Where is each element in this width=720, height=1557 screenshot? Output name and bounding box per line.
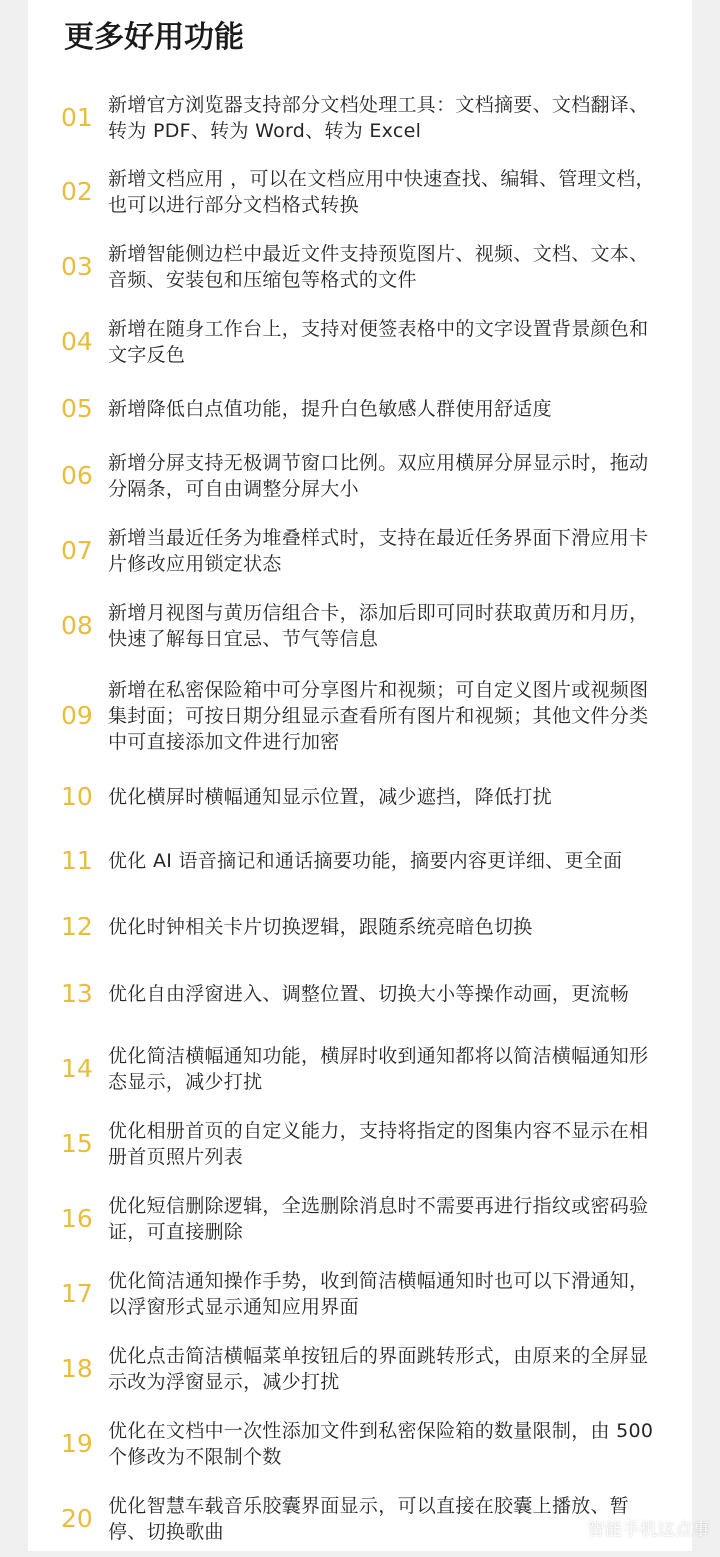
feature-item xyxy=(0,379,720,439)
feature-text: 新增降低白点值功能，提升白色敏感人群使用舒适度 xyxy=(108,396,656,422)
feature-number: 19 xyxy=(61,1429,93,1459)
feature-item xyxy=(0,957,720,1031)
feature-number: 18 xyxy=(61,1354,93,1384)
feature-item xyxy=(0,1331,720,1406)
feature-item xyxy=(0,825,720,897)
feature-text: 优化 AI 语音摘记和通话摘要功能，摘要内容更详细、更全面 xyxy=(108,848,656,874)
feature-text: 优化智慧车载音乐胶囊界面显示，可以直接在胶囊上播放、暂停、切换歌曲 xyxy=(108,1493,656,1545)
feature-number: 17 xyxy=(61,1279,93,1309)
feature-item xyxy=(0,229,720,304)
feature-item xyxy=(0,304,720,379)
feature-number: 01 xyxy=(61,103,93,133)
feature-text: 优化短信删除逻辑，全选删除消息时不需要再进行指纹或密码验证，可直接删除 xyxy=(108,1193,656,1245)
feature-number: 04 xyxy=(61,327,93,357)
feature-number: 09 xyxy=(61,701,93,731)
feature-text: 新增文档应用 ，可以在文档应用中快速查找、编辑、管理文档，也可以进行部分文档格式转换 xyxy=(108,166,656,218)
feature-item xyxy=(0,155,720,229)
source-watermark: 智能手机这点事 xyxy=(588,1519,711,1541)
feature-text: 新增官方浏览器支持部分文档处理工具：文档摘要、文档翻译、转为 PDF、转为 Word、转为 Excel xyxy=(108,92,656,144)
feature-item xyxy=(0,513,720,588)
feature-text: 优化简洁通知操作手势，收到简洁横幅通知时也可以下滑通知，以浮窗形式显示通知应用界面 xyxy=(108,1268,656,1320)
feature-number: 16 xyxy=(61,1204,93,1234)
feature-number: 15 xyxy=(61,1129,93,1159)
feature-text: 新增分屏支持无极调节窗口比例。双应用横屏分屏显示时，拖动分隔条，可自由调整分屏大小 xyxy=(108,450,656,502)
feature-item xyxy=(0,588,720,663)
feature-text: 优化在文档中一次性添加文件到私密保险箱的数量限制，由 500 个修改为不限制个数 xyxy=(108,1418,656,1470)
feature-number: 02 xyxy=(61,177,93,207)
feature-text: 新增智能侧边栏中最近文件支持预览图片、视频、文档、文本、音频、安装包和压缩包等格式的文件 xyxy=(108,241,656,293)
feature-text: 优化时钟相关卡片切换逻辑，跟随系统亮暗色切换 xyxy=(108,914,656,940)
feature-number: 14 xyxy=(61,1054,93,1084)
feature-item xyxy=(0,1106,720,1181)
page-title: 更多好用功能 xyxy=(64,18,244,58)
feature-number: 03 xyxy=(61,252,93,282)
feature-number: 05 xyxy=(61,394,93,424)
feature-item xyxy=(0,1031,720,1106)
feature-item xyxy=(0,80,720,155)
feature-text: 优化相册首页的自定义能力，支持将指定的图集内容不显示在相册首页照片列表 xyxy=(108,1118,656,1170)
feature-text: 优化简洁横幅通知功能，横屏时收到通知都将以简洁横幅通知形态显示，减少打扰 xyxy=(108,1043,656,1095)
feature-item xyxy=(0,663,720,769)
feature-number: 13 xyxy=(61,979,93,1009)
feature-text: 新增月视图与黄历信组合卡，添加后即可同时获取黄历和月历，快速了解每日宜忌、节气等信息 xyxy=(108,600,656,652)
feature-item xyxy=(0,439,720,513)
feature-number: 07 xyxy=(61,536,93,566)
feature-item xyxy=(0,1256,720,1331)
feature-item xyxy=(0,897,720,957)
feature-number: 10 xyxy=(61,782,93,812)
feature-text: 优化横屏时横幅通知显示位置，减少遮挡，降低打扰 xyxy=(108,784,656,810)
feature-text: 新增当最近任务为堆叠样式时，支持在最近任务界面下滑应用卡片修改应用锁定状态 xyxy=(108,525,656,577)
feature-text: 优化自由浮窗进入、调整位置、切换大小等操作动画，更流畅 xyxy=(108,981,656,1007)
feature-text: 新增在随身工作台上，支持对便签表格中的文字设置背景颜色和文字反色 xyxy=(108,316,656,368)
feature-number: 08 xyxy=(61,611,93,641)
feature-item xyxy=(0,1181,720,1256)
feature-text: 优化点击简洁横幅菜单按钮后的界面跳转形式，由原来的全屏显示改为浮窗显示，减少打扰 xyxy=(108,1343,656,1395)
feature-number: 06 xyxy=(61,461,93,491)
feature-list xyxy=(0,80,720,1557)
feature-number: 12 xyxy=(61,912,93,942)
feature-number: 20 xyxy=(61,1504,93,1534)
feature-item xyxy=(0,1406,720,1481)
feature-number: 11 xyxy=(61,846,93,876)
feature-text: 新增在私密保险箱中可分享图片和视频；可自定义图片或视频图集封面；可按日期分组显示查看所有图片和视频；其他文件分类中可直接添加文件进行加密 xyxy=(108,677,656,755)
feature-item xyxy=(0,769,720,825)
